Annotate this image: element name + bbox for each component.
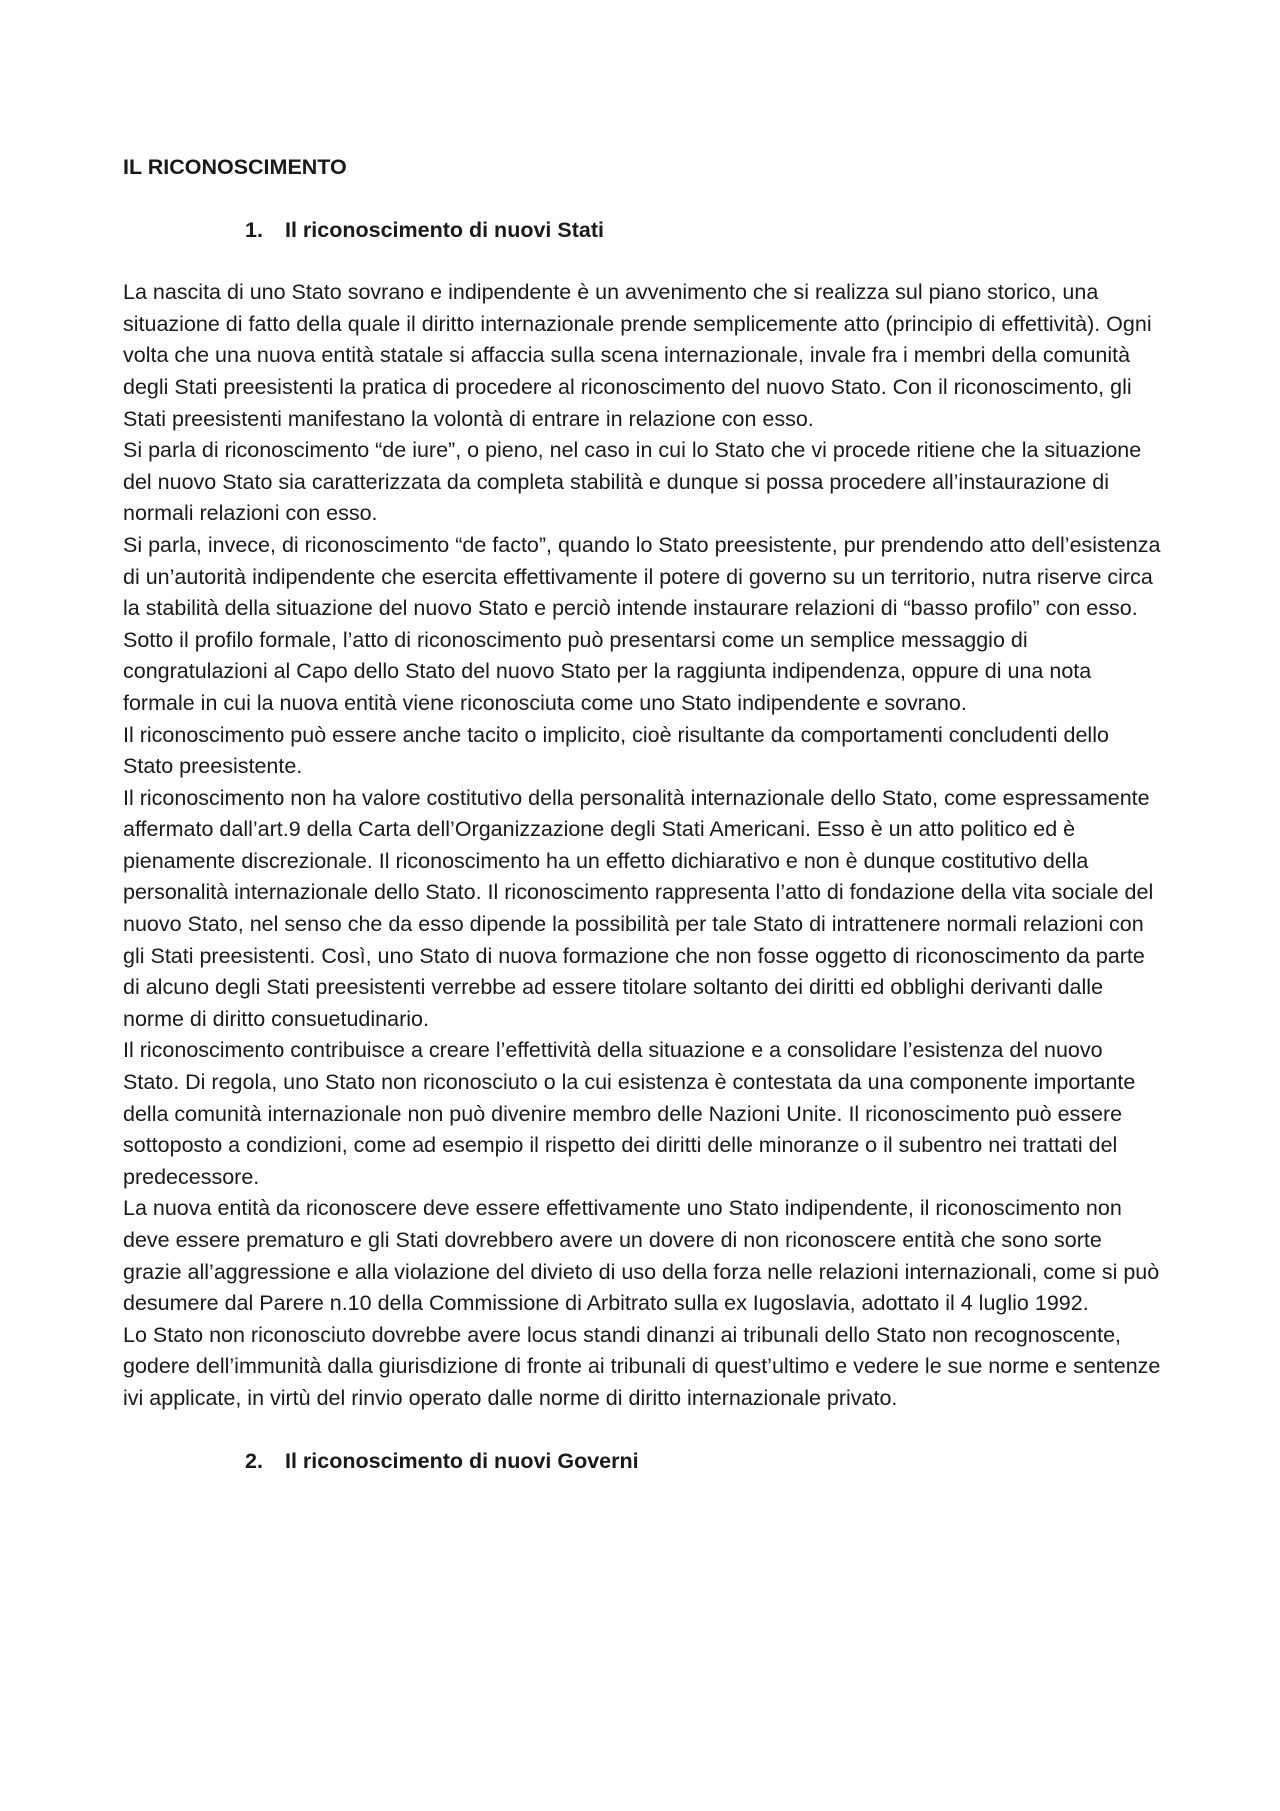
- paragraph: Lo Stato non riconosciuto dovrebbe avere locus standi dinanzi ai tribunali dello Stato non recognoscente, godere dell’immunità dalla giurisdizione di fronte ai tribunali di quest’ultimo e vedere le sue norme e sentenze ivi applicate, in virtù del rinvio operato dalle norme di diritto internazionale privato.: [123, 1322, 1161, 1410]
- paragraph: Il riconoscimento non ha valore costitutivo della personalità internazionale dello Stato, come espressamente affermato dall’art.9 della Carta dell’Organizzazione degli Stati Americani. Esso è un atto politico ed è pienamente discrezionale. Il riconoscimento ha un effetto dichiarativo e non è dunque costitutivo della personalità internazionale dello Stato. Il riconoscimento rappresenta l’atto di fondazione della vita sociale del nuovo Stato, nel senso che da esso dipende la possibilità per tale Stato di intrattenere normali relazioni con gli Stati preesistenti. Così, uno Stato di nuova formazione che non fosse oggetto di riconoscimento da parte di alcuno degli Stati preesistenti verrebbe ad essere titolare soltanto dei diritti ed obblighi derivanti dalle norme di diritto consuetudinario.: [123, 785, 1154, 1031]
- paragraph: La nascita di uno Stato sovrano e indipendente è un avvenimento che si realizza sul piano storico, una situazione di fatto della quale il diritto internazionale prende semplicemente atto (principio di effettività). Ogni volta che una nuova entità statale si affaccia sulla scena internazionale, invale fra i membri della comunità degli Stati preesistenti la pratica di procedere al riconoscimento del nuovo Stato. Con il riconoscimento, gli Stati preesistenti manifestano la volontà di entrare in relazione con esso.: [123, 280, 1152, 431]
- section-heading-2: [123, 1446, 1163, 1478]
- section-title: Il riconoscimento di nuovi Stati: [285, 217, 604, 242]
- paragraph: Il riconoscimento contribuisce a creare l’effettività della situazione e a consolidare l’esistenza del nuovo Stato. Di regola, uno Stato non riconosciuto o la cui esistenza è contestata da una componente importante della comunità internazionale non può divenire membro delle Nazioni Unite. Il riconoscimento può essere sottoposto a condizioni, come ad esempio il rispetto dei diritti delle minoranze o il subentro nei trattati del predecessore.: [123, 1038, 1136, 1189]
- document-content: [123, 152, 1163, 1477]
- section-title: Il riconoscimento di nuovi Governi: [285, 1448, 639, 1473]
- section-number: 1.: [245, 217, 263, 242]
- section-number: 2.: [245, 1448, 263, 1473]
- paragraph: Il riconoscimento può essere anche tacito o implicito, cioè risultante da comportamenti concludenti dello Stato preesistente.: [123, 722, 1109, 779]
- section-heading-1: [123, 215, 1163, 247]
- paragraph: La nuova entità da riconoscere deve essere effettivamente uno Stato indipendente, il riconoscimento non deve essere prematuro e gli Stati dovrebbero avere un dovere di non riconoscere entità che sono sorte grazie all’aggressione e alla violazione del divieto di uso della forza nelle relazioni internazionali, come si può desumere dal Parere n.10 della Commissione di Arbitrato sulla ex Iugoslavia, adottato il 4 luglio 1992.: [123, 1196, 1160, 1316]
- paragraph: Si parla, invece, di riconoscimento “de facto”, quando lo Stato preesistente, pur prendendo atto dell’esistenza di un’autorità indipendente che esercita effettivamente il potere di governo su un territorio, nutra riserve circa la stabilità della situazione del nuovo Stato e perciò intende instaurare relazioni di “basso profilo” con esso.: [123, 532, 1161, 621]
- paragraph: Si parla di riconoscimento “de iure”, o pieno, nel caso in cui lo Stato che vi procede ritiene che la situazione del nuovo Stato sia caratterizzata da completa stabilità e dunque si possa procedere all’instaurazione di normali relazioni con esso.: [123, 438, 1142, 526]
- section-1-body: [123, 277, 1163, 1414]
- paragraph: Sotto il profilo formale, l’atto di riconoscimento può presentarsi come un semplice messaggio di congratulazioni al Capo dello Stato del nuovo Stato per la raggiunta indipendenza, oppure di una nota formale in cui la nuova entità viene riconosciuta come uno Stato indipendente e sovrano.: [123, 627, 1092, 715]
- document-title: IL RICONOSCIMENTO: [123, 155, 347, 179]
